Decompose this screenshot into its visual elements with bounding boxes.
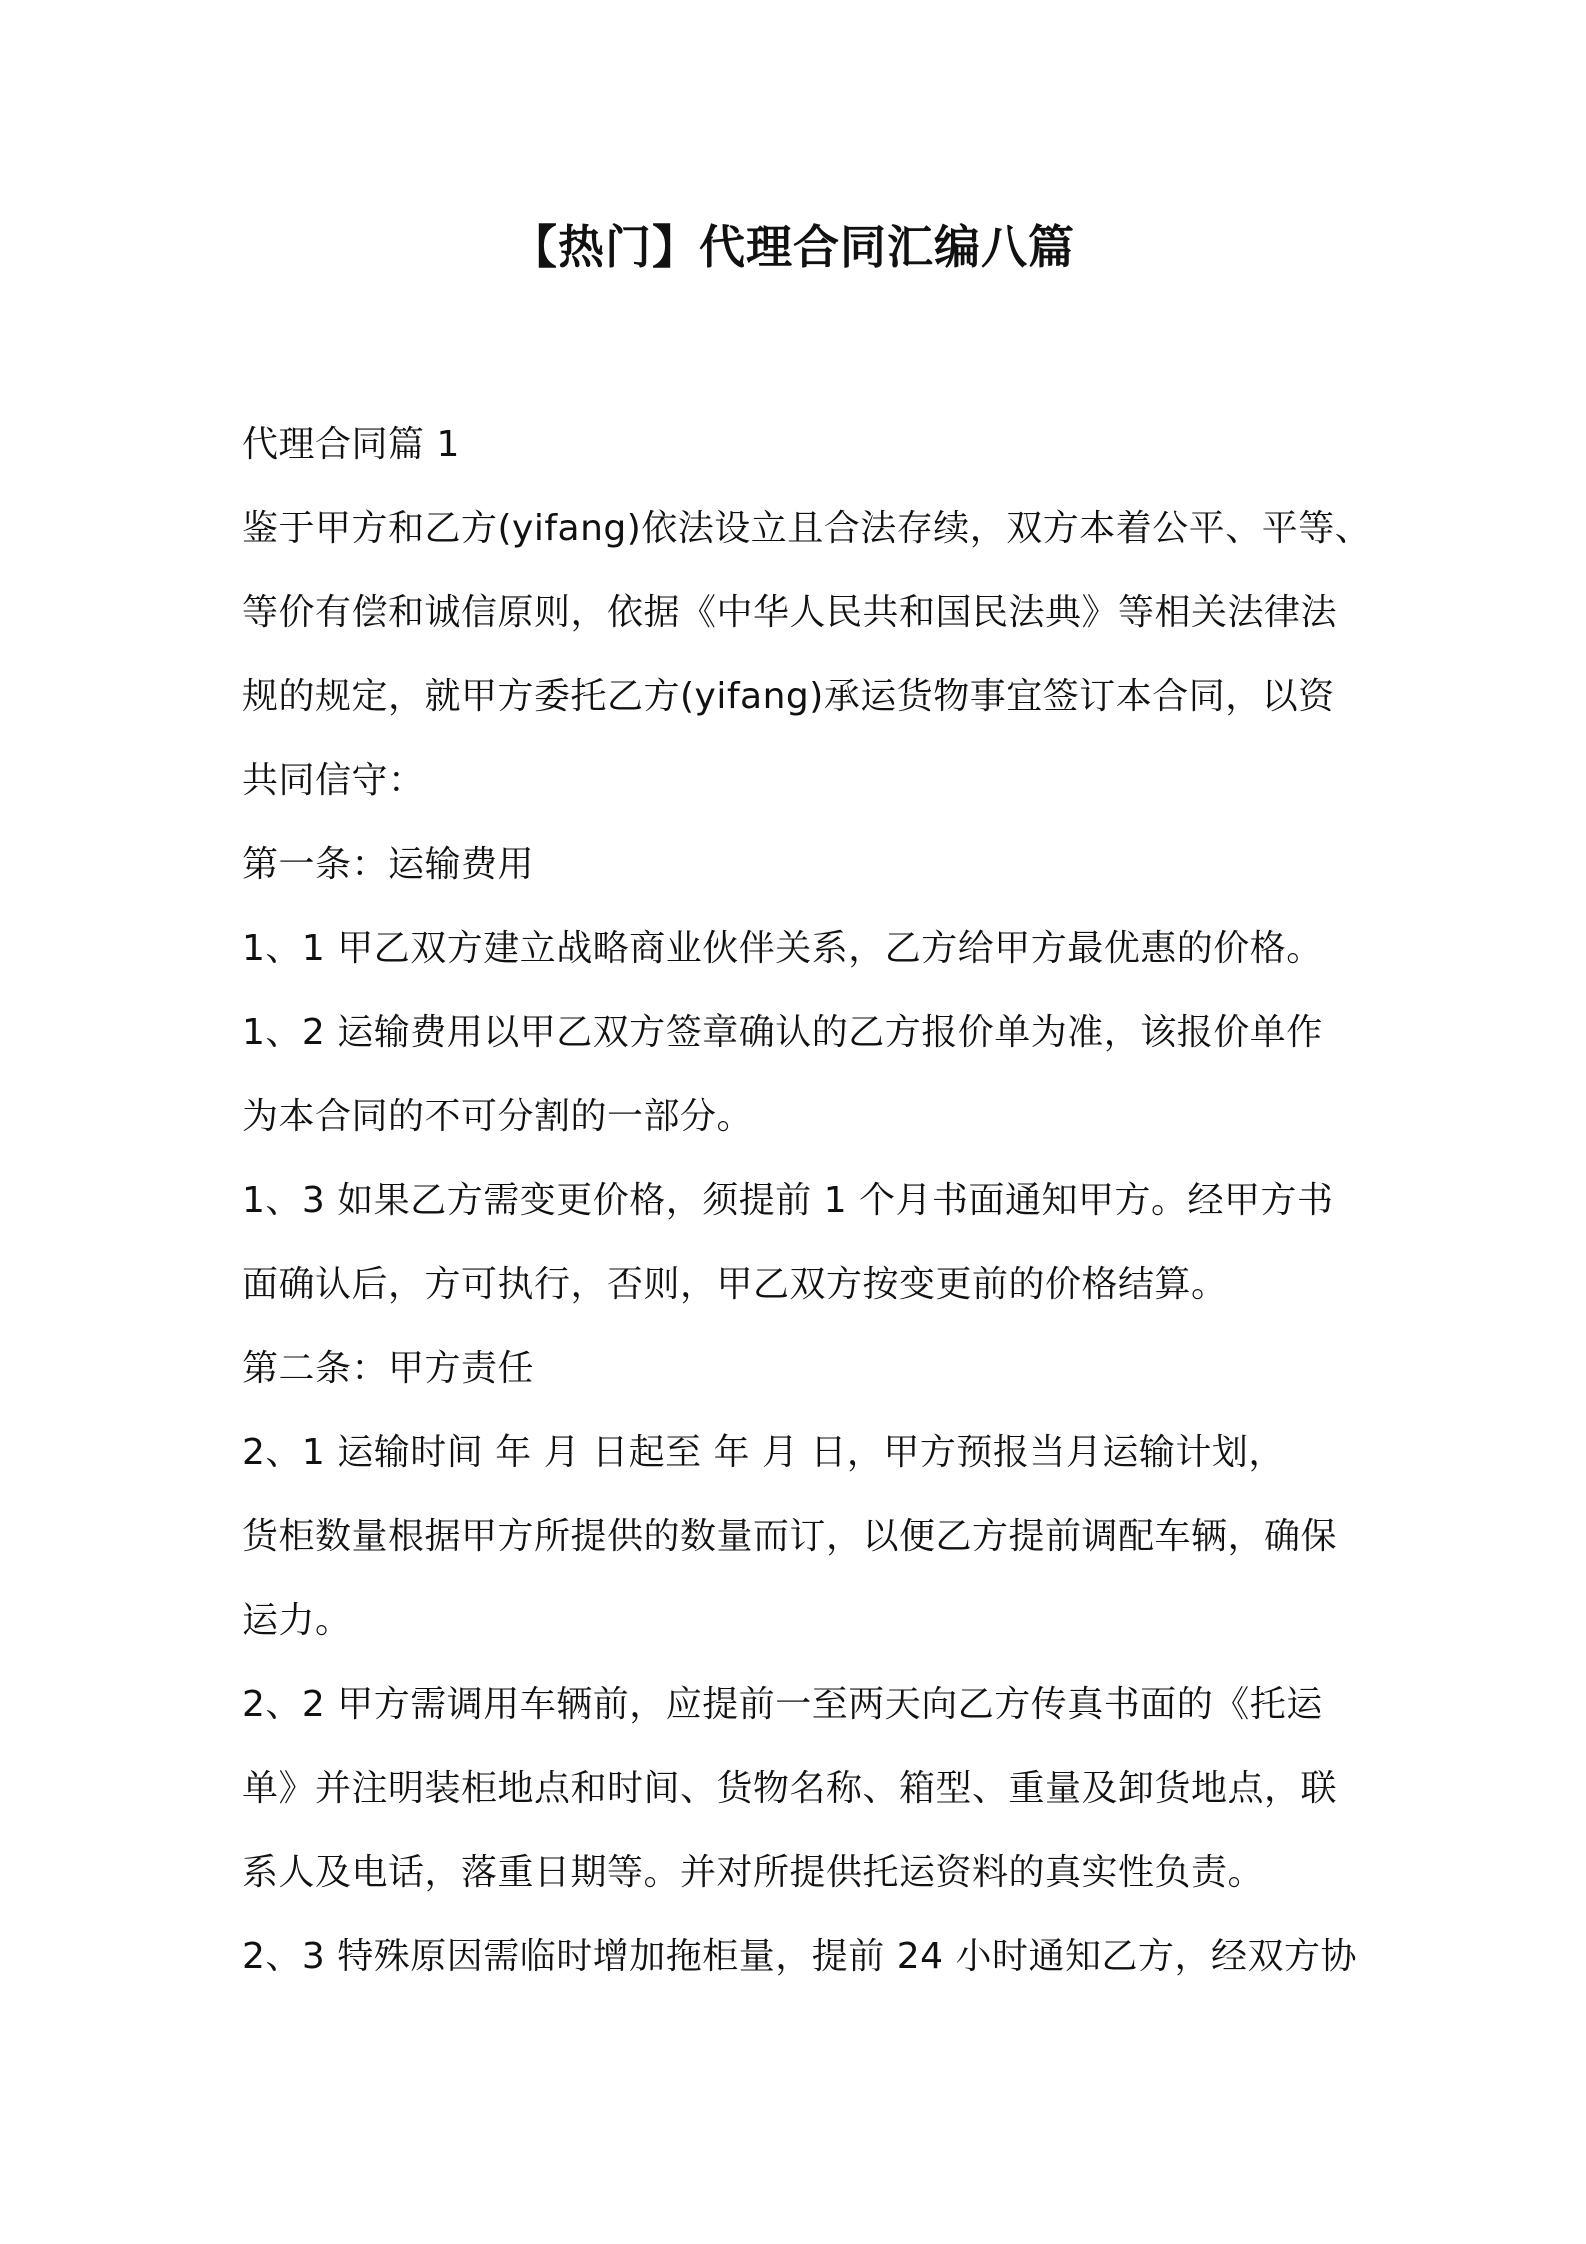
clause-line: 运力。	[242, 1600, 352, 1641]
clause-line: 1、1 甲乙双方建立战略商业伙伴关系，乙方给甲方最优惠的价格。	[242, 928, 1323, 969]
paragraph-line: 鉴于甲方和乙方(yifang)依法设立且合法存续，双方本着公平、平等、	[242, 508, 1372, 549]
clause-line: 2、2 甲方需调用车辆前，应提前一至两天向乙方传真书面的《托运	[242, 1684, 1323, 1725]
paragraph-line: 规的规定，就甲方委托乙方(yifang)承运货物事宜签订本合同，以资	[242, 676, 1335, 717]
paragraph-line: 等价有偿和诚信原则，依据《中华人民共和国民法典》等相关法律法	[242, 592, 1338, 633]
clause-line: 系人及电话，落重日期等。并对所提供托运资料的真实性负责。	[242, 1852, 1265, 1893]
clause-line: 2、3 特殊原因需临时增加拖柜量，提前 24 小时通知乙方，经双方协	[242, 1936, 1357, 1977]
clause-line: 1、2 运输费用以甲乙双方签章确认的乙方报价单为准，该报价单作	[242, 1012, 1323, 1053]
paragraph-line: 共同信守：	[242, 760, 425, 801]
section-heading: 代理合同篇 1	[242, 424, 460, 465]
clause-line: 1、3 如果乙方需变更价格，须提前 1 个月书面通知甲方。经甲方书	[242, 1180, 1334, 1221]
article-heading: 第二条：甲方责任	[242, 1348, 535, 1389]
document-title: 【热门】代理合同汇编八篇	[511, 220, 1075, 274]
clause-line: 2、1 运输时间 年 月 日起至 年 月 日，甲方预报当月运输计划，	[242, 1432, 1285, 1473]
clause-line: 为本合同的不可分割的一部分。	[242, 1096, 754, 1137]
document-body	[242, 403, 1372, 1999]
article-heading: 第一条：运输费用	[242, 844, 535, 885]
clause-line: 面确认后，方可执行，否则，甲乙双方按变更前的价格结算。	[242, 1264, 1228, 1305]
clause-line: 货柜数量根据甲方所提供的数量而订，以便乙方提前调配车辆，确保	[242, 1516, 1338, 1557]
clause-line: 单》并注明装柜地点和时间、货物名称、箱型、重量及卸货地点，联	[242, 1768, 1338, 1809]
